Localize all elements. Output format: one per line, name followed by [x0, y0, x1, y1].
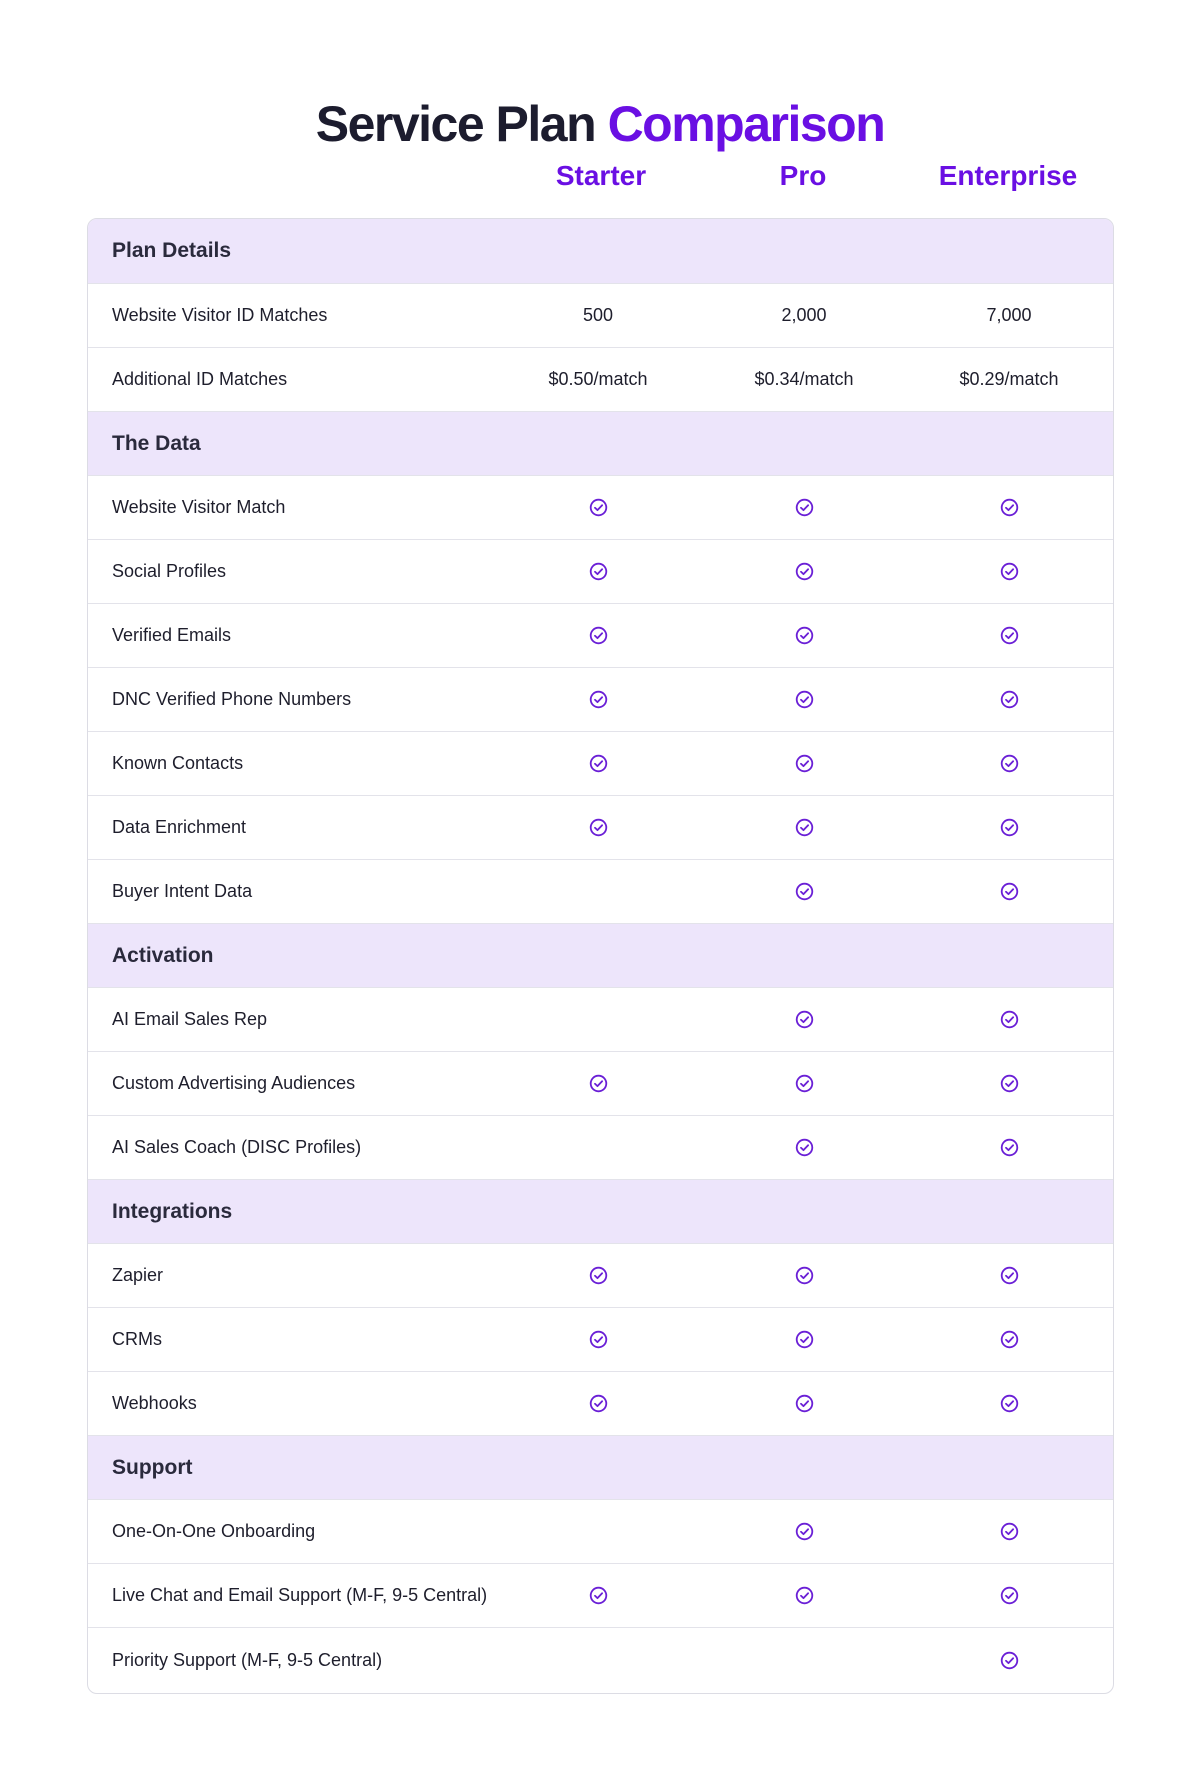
cell-pro-included [709, 988, 899, 1051]
cell-pro-included [709, 668, 899, 731]
check-circle-icon [795, 1330, 814, 1349]
cell-enterprise-included [914, 604, 1104, 667]
check-circle-icon [795, 754, 814, 773]
check-circle-icon [795, 1266, 814, 1285]
cell-enterprise-included [914, 1564, 1104, 1627]
cell-starter-included [503, 732, 693, 795]
feature-label: Data Enrichment [112, 817, 247, 837]
table-row-buyer-intent-data [88, 859, 1113, 923]
table-row-website-visitor-id-matches [88, 283, 1113, 347]
cell-enterprise-included [914, 1308, 1104, 1371]
cell-enterprise-included [914, 1052, 1104, 1115]
feature-label: Zapier [112, 1265, 164, 1285]
feature-label: DNC Verified Phone Numbers [112, 689, 352, 709]
cell-starter-included [503, 1308, 693, 1371]
cell-pro-included [709, 604, 899, 667]
check-circle-icon [589, 690, 608, 709]
feature-label: Additional ID Matches [112, 369, 288, 389]
section-header-activation [88, 923, 1113, 987]
check-circle-icon [795, 818, 814, 837]
cell-pro-included [709, 1308, 899, 1371]
cell-starter-empty [503, 988, 693, 1051]
title-accent: Comparison [607, 95, 885, 152]
plan-headers [0, 154, 1200, 198]
check-circle-icon [1000, 1266, 1019, 1285]
check-circle-icon [589, 754, 608, 773]
check-circle-icon [1000, 690, 1019, 709]
cell-starter-included [503, 796, 693, 859]
table-row-crms [88, 1307, 1113, 1371]
cell-pro-value: 2,000 [781, 305, 827, 325]
cell-pro-included [709, 476, 899, 539]
check-circle-icon [795, 626, 814, 645]
plan-header-pro: Pro [779, 160, 827, 191]
check-circle-icon [1000, 498, 1019, 517]
check-circle-icon [1000, 1074, 1019, 1093]
feature-label: Website Visitor Match [112, 497, 286, 517]
cell-pro-included [709, 796, 899, 859]
table-row-known-contacts [88, 731, 1113, 795]
table-row-social-profiles [88, 539, 1113, 603]
feature-label: Webhooks [112, 1393, 197, 1413]
check-circle-icon [1000, 1330, 1019, 1349]
check-circle-icon [795, 882, 814, 901]
cell-enterprise-included [914, 668, 1104, 731]
section-header-integrations [88, 1179, 1113, 1243]
title-main: Service Plan [315, 95, 596, 152]
table-row-website-visitor-match [88, 475, 1113, 539]
section-header-the-data [88, 411, 1113, 475]
cell-starter-included [503, 1372, 693, 1435]
check-circle-icon [795, 1074, 814, 1093]
feature-label: AI Email Sales Rep [112, 1009, 268, 1029]
cell-enterprise-included [914, 796, 1104, 859]
cell-pro-included [709, 1052, 899, 1115]
section-header-plan-details [88, 219, 1113, 283]
table-row-verified-emails [88, 603, 1113, 667]
section-title: Activation [112, 943, 214, 967]
table-row-custom-advertising-audiences [88, 1051, 1113, 1115]
feature-label: Known Contacts [112, 753, 244, 773]
check-circle-icon [795, 1394, 814, 1413]
cell-pro-included [709, 732, 899, 795]
table-row-webhooks [88, 1371, 1113, 1435]
feature-label: Custom Advertising Audiences [112, 1073, 356, 1093]
check-circle-icon [795, 1010, 814, 1029]
check-circle-icon [1000, 882, 1019, 901]
section-header-support [88, 1435, 1113, 1499]
table-row-ai-sales-coach-disc-profiles [88, 1115, 1113, 1179]
feature-label: Social Profiles [112, 561, 227, 581]
check-circle-icon [1000, 1138, 1019, 1157]
cell-starter-empty [503, 1116, 693, 1179]
cell-starter-empty [503, 860, 693, 923]
table-row-priority-support-m-f-9-5-central [88, 1627, 1113, 1693]
table-row-one-on-one-onboarding [88, 1499, 1113, 1563]
table-row-additional-id-matches [88, 347, 1113, 411]
table-row-data-enrichment [88, 795, 1113, 859]
cell-starter-included [503, 1244, 693, 1307]
cell-pro-included [709, 1116, 899, 1179]
feature-label: Live Chat and Email Support (M-F, 9-5 Central) [112, 1585, 488, 1605]
check-circle-icon [589, 1266, 608, 1285]
check-circle-icon [1000, 754, 1019, 773]
cell-enterprise-included [914, 1628, 1104, 1693]
plan-header-starter: Starter [555, 160, 647, 191]
cell-pro-value: $0.34/match [754, 369, 854, 389]
page-title [0, 92, 1200, 156]
feature-label: AI Sales Coach (DISC Profiles) [112, 1137, 362, 1157]
check-circle-icon [589, 1586, 608, 1605]
check-circle-icon [1000, 818, 1019, 837]
check-circle-icon [589, 1074, 608, 1093]
cell-enterprise-included [914, 476, 1104, 539]
table-row-zapier [88, 1243, 1113, 1307]
check-circle-icon [1000, 562, 1019, 581]
cell-enterprise-value: $0.29/match [959, 369, 1059, 389]
cell-enterprise-included [914, 860, 1104, 923]
feature-label: Buyer Intent Data [112, 881, 253, 901]
check-circle-icon [795, 1586, 814, 1605]
cell-enterprise-included [914, 1244, 1104, 1307]
plan-header-enterprise: Enterprise [938, 160, 1078, 191]
comparison-table [87, 218, 1114, 1694]
cell-starter-empty [503, 1628, 693, 1693]
check-circle-icon [795, 1138, 814, 1157]
check-circle-icon [589, 1394, 608, 1413]
cell-starter-value: $0.50/match [548, 369, 648, 389]
check-circle-icon [795, 562, 814, 581]
cell-enterprise-value: 7,000 [986, 305, 1032, 325]
section-title: Integrations [112, 1199, 233, 1223]
cell-pro-included [709, 1244, 899, 1307]
feature-label: One-On-One Onboarding [112, 1521, 316, 1541]
cell-enterprise-included [914, 540, 1104, 603]
cell-starter-included [503, 1564, 693, 1627]
table-row-ai-email-sales-rep [88, 987, 1113, 1051]
table-row-live-chat-and-email-support-m-f-9-5-central [88, 1563, 1113, 1627]
section-title: Support [112, 1455, 193, 1479]
cell-starter-included [503, 668, 693, 731]
cell-pro-included [709, 1564, 899, 1627]
check-circle-icon [589, 498, 608, 517]
cell-enterprise-included [914, 1372, 1104, 1435]
feature-label: Website Visitor ID Matches [112, 305, 328, 325]
feature-label: Verified Emails [112, 625, 232, 645]
check-circle-icon [1000, 626, 1019, 645]
section-title: Plan Details [112, 239, 232, 262]
cell-starter-empty [503, 1500, 693, 1563]
cell-starter-included [503, 604, 693, 667]
check-circle-icon [795, 690, 814, 709]
feature-label: CRMs [112, 1329, 162, 1349]
check-circle-icon [1000, 1010, 1019, 1029]
check-circle-icon [1000, 1586, 1019, 1605]
check-circle-icon [795, 498, 814, 517]
cell-pro-empty [709, 1628, 899, 1693]
cell-pro-included [709, 540, 899, 603]
cell-starter-included [503, 1052, 693, 1115]
check-circle-icon [589, 562, 608, 581]
check-circle-icon [589, 818, 608, 837]
check-circle-icon [589, 626, 608, 645]
cell-pro-included [709, 860, 899, 923]
cell-starter-included [503, 540, 693, 603]
section-title: The Data [112, 431, 201, 455]
cell-pro-included [709, 1372, 899, 1435]
check-circle-icon [795, 1522, 814, 1541]
cell-enterprise-included [914, 1500, 1104, 1563]
check-circle-icon [1000, 1522, 1019, 1541]
check-circle-icon [589, 1330, 608, 1349]
check-circle-icon [1000, 1651, 1019, 1670]
cell-starter-included [503, 476, 693, 539]
table-row-dnc-verified-phone-numbers [88, 667, 1113, 731]
cell-starter-value: 500 [582, 305, 614, 325]
feature-label: Priority Support (M-F, 9-5 Central) [112, 1650, 383, 1670]
cell-pro-included [709, 1500, 899, 1563]
cell-enterprise-included [914, 988, 1104, 1051]
check-circle-icon [1000, 1394, 1019, 1413]
cell-enterprise-included [914, 732, 1104, 795]
cell-enterprise-included [914, 1116, 1104, 1179]
